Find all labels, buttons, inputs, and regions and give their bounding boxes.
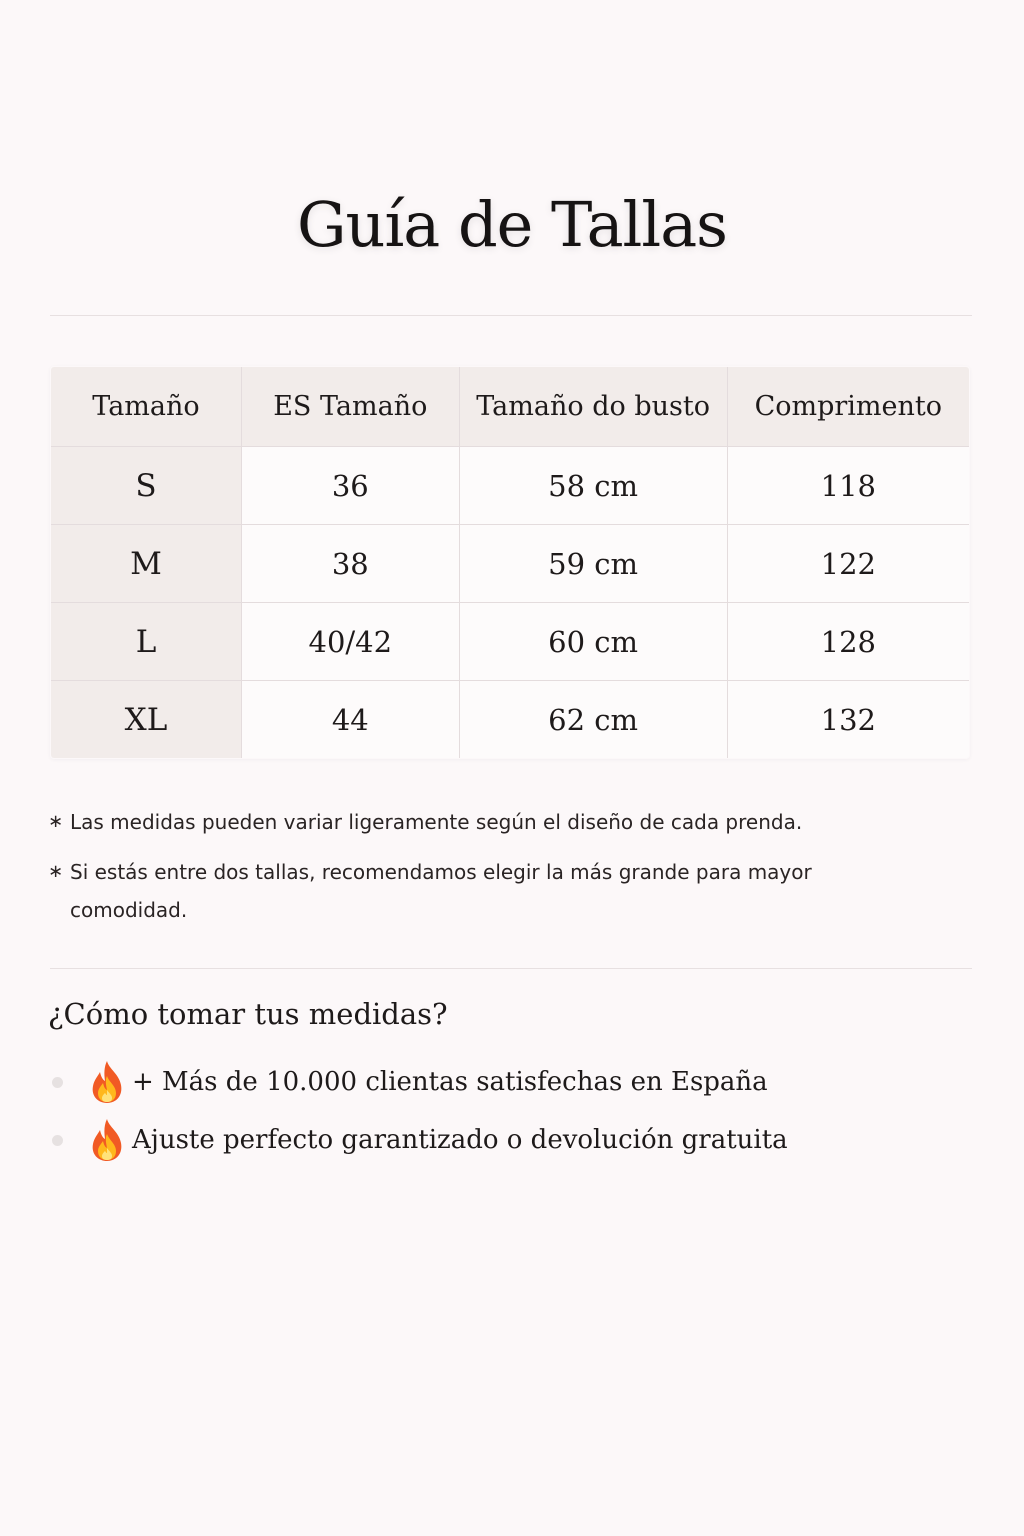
- length-cell: 132: [727, 681, 969, 759]
- benefits-list: [48, 1058, 988, 1174]
- size-cell: XL: [51, 681, 242, 759]
- header-es-size: ES Tamaño: [241, 367, 459, 447]
- table-row: [51, 603, 970, 681]
- length-cell: 118: [727, 447, 969, 525]
- asterisk-icon: ∗: [48, 811, 64, 832]
- benefit-text: + Más de 10.000 clientas satisfechas en España: [132, 1067, 768, 1097]
- benefit-text: Ajuste perfecto garantizado o devolución gratuita: [132, 1125, 788, 1155]
- section-divider: [50, 968, 972, 969]
- list-item: [48, 1116, 988, 1164]
- size-chart-table: [50, 366, 970, 759]
- list-item: [48, 1058, 988, 1106]
- bust-size-cell: 58 cm: [459, 447, 727, 525]
- section-heading: ¿Cómo tomar tus medidas?: [48, 997, 448, 1031]
- bullet-icon: [52, 1077, 63, 1088]
- header-length: Comprimento: [727, 367, 969, 447]
- asterisk-icon: ∗: [48, 861, 64, 882]
- top-divider: [50, 315, 972, 316]
- es-size-cell: 44: [241, 681, 459, 759]
- bust-size-cell: 62 cm: [459, 681, 727, 759]
- table-row: [51, 681, 970, 759]
- length-cell: 122: [727, 525, 969, 603]
- es-size-cell: 40/42: [241, 603, 459, 681]
- bust-size-cell: 59 cm: [459, 525, 727, 603]
- note-text: Si estás entre dos tallas, recomendamos elegir la más grande para mayor comodidad.: [70, 860, 812, 922]
- bullet-icon: [52, 1135, 63, 1146]
- size-notes: [48, 803, 948, 941]
- size-cell: M: [51, 525, 242, 603]
- es-size-cell: 36: [241, 447, 459, 525]
- note-text: Las medidas pueden variar ligeramente según el diseño de cada prenda.: [70, 810, 803, 834]
- es-size-cell: 38: [241, 525, 459, 603]
- table-row: [51, 447, 970, 525]
- header-bust-size: Tamaño do busto: [459, 367, 727, 447]
- table-row: [51, 525, 970, 603]
- bust-size-cell: 60 cm: [459, 603, 727, 681]
- header-size: Tamaño: [51, 367, 242, 447]
- length-cell: 128: [727, 603, 969, 681]
- size-cell: S: [51, 447, 242, 525]
- fire-icon: [86, 1059, 128, 1105]
- size-cell: L: [51, 603, 242, 681]
- fire-icon: [86, 1117, 128, 1163]
- note-item: [48, 803, 948, 841]
- page-title: Guía de Tallas: [297, 188, 727, 261]
- note-item: [48, 853, 948, 929]
- table-header-row: [51, 367, 970, 447]
